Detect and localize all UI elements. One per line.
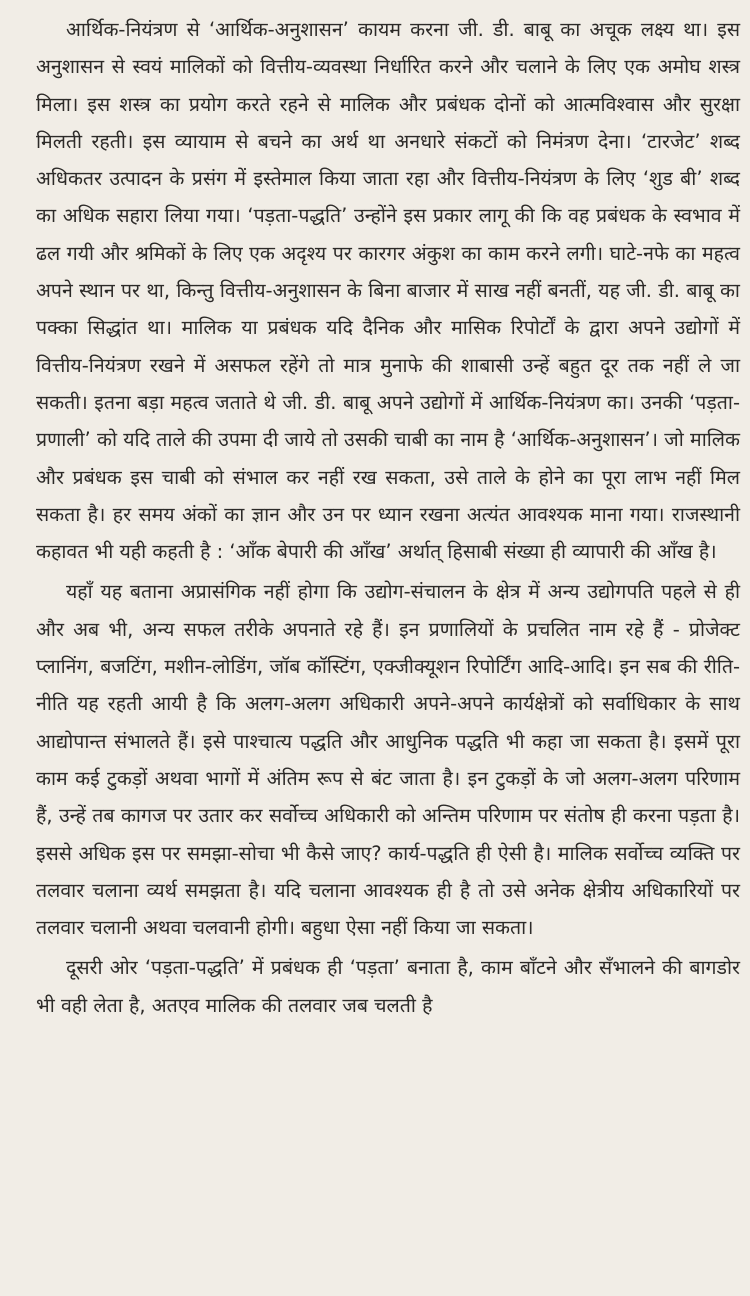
paragraph-2: यहाँ यह बताना अप्रासंगिक नहीं होगा कि उद्योग-संचालन के क्षेत्र में अन्य उद्योगपति पहले से ही और अब भी, अन्य सफल तरीके अपनाते रहे हैं। इन प्रणालियों के प्रचलित नाम रहे हैं - प्रोजेक्ट प्लानिंग, बजटिंग, मशीन-लोडिंग, जॉब कॉस्टिंग, एक्जीक्यूशन रिपोर्टिंग आदि-आदि। इन सब की रीति-नीति यह रहती आयी है कि अलग-अलग अधिकारी अपने-अपने कार्यक्षेत्रों को सर्वाधिकार के साथ आद्योपान्त संभालते हैं। इसे पाश्चात्य पद्धति और आधुनिक पद्धति भी कहा जा सकता है। इसमें पूरा काम कई टुकड़ों अथवा भागों में अंतिम रूप से बंट जाता है। इन टुकड़ों के जो अलग-अलग परिणाम हैं, उन्हें तब कागज पर उतार कर सर्वोच्च अधिकारी को अन्तिम परिणाम पर संतोष ही करना पड़ता है। इससे अधिक इस पर समझा-सोचा भी कैसे जाए? कार्य-पद्धति ही ऐसी है। मालिक सर्वोच्च व्यक्ति पर तलवार चलाना व्यर्थ समझता है। यदि चलाना आवश्यक ही है तो उसे अनेक क्षेत्रीय अधिकारियों पर तलवार चलानी अथवा चलवानी होगी। बहुधा ऐसा नहीं किया जा सकता। bbox=[36, 580, 740, 940]
paragraph-3: दूसरी ओर ‘पड़ता-पद्धति’ में प्रबंधक ही ‘पड़ता’ बनाता है, काम बाँटने और सँभालने की बागडोर भी वही लेता है, अतएव मालिक की तलवार जब चलती है bbox=[36, 956, 740, 1017]
paragraph-1: आर्थिक-नियंत्रण से ‘आर्थिक-अनुशासन’ कायम करना जी. डी. बाबू का अचूक लक्ष्य था। इस अनुशासन से स्वयं मालिकों को वित्तीय-व्यवस्था निर्धारित करने और चलाने के लिए एक अमोघ शस्त्र मिला। इस शस्त्र का प्रयोग करते रहने से मालिक और प्रबंधक दोनों को आत्मविश्वास और सुरक्षा मिलती रहती। इस व्यायाम से बचने का अर्थ था अनधारे संकटों को निमंत्रण देना। ‘टारजेट’ शब्द अधिकतर उत्पादन के प्रसंग में इस्तेमाल किया जाता रहा और वित्तीय-नियंत्रण के लिए ‘शुड बी’ शब्द का अधिक सहारा लिया गया। ‘पड़ता-पद्धति’ उन्होंने इस प्रकार लागू की कि वह प्रबंधक के स्वभाव में ढल गयी और श्रमिकों के लिए एक अदृश्य पर कारगर अंकुश का काम करने लगी। घाटे-नफे का महत्व अपने स्थान पर था, किन्तु वित्तीय-अनुशासन के बिना बाजार में साख नहीं बनतीं, यह जी. डी. बाबू का पक्का सिद्धांत था। मालिक या प्रबंधक यदि दैनिक और मासिक रिपोर्टों के द्वारा अपने उद्योगों में वित्तीय-नियंत्रण रखने में असफल रहेंगे तो मात्र मुनाफे की शाबासी उन्हें बहुत दूर तक नहीं ले जा सकती। इतना बड़ा महत्व जताते थे जी. डी. बाबू अपने उद्योगों में आर्थिक-नियंत्रण का। उनकी ‘पड़ता-प्रणाली’ को यदि ताले की उपमा दी जाये तो उसकी चाबी का नाम है ‘आर्थिक-अनुशासन’। जो मालिक और प्रबंधक इस चाबी को संभाल कर नहीं रख सकता, उसे ताले के होने का पूरा लाभ नहीं मिल सकता है। हर समय अंकों का ज्ञान और उन पर ध्यान रखना अत्यंत आवश्यक माना गया। राजस्थानी कहावत भी यही कहती है : ‘आँक बेपारी की आँख’ अर्थात् हिसाबी संख्या ही व्यापारी की आँख है। bbox=[36, 18, 740, 564]
